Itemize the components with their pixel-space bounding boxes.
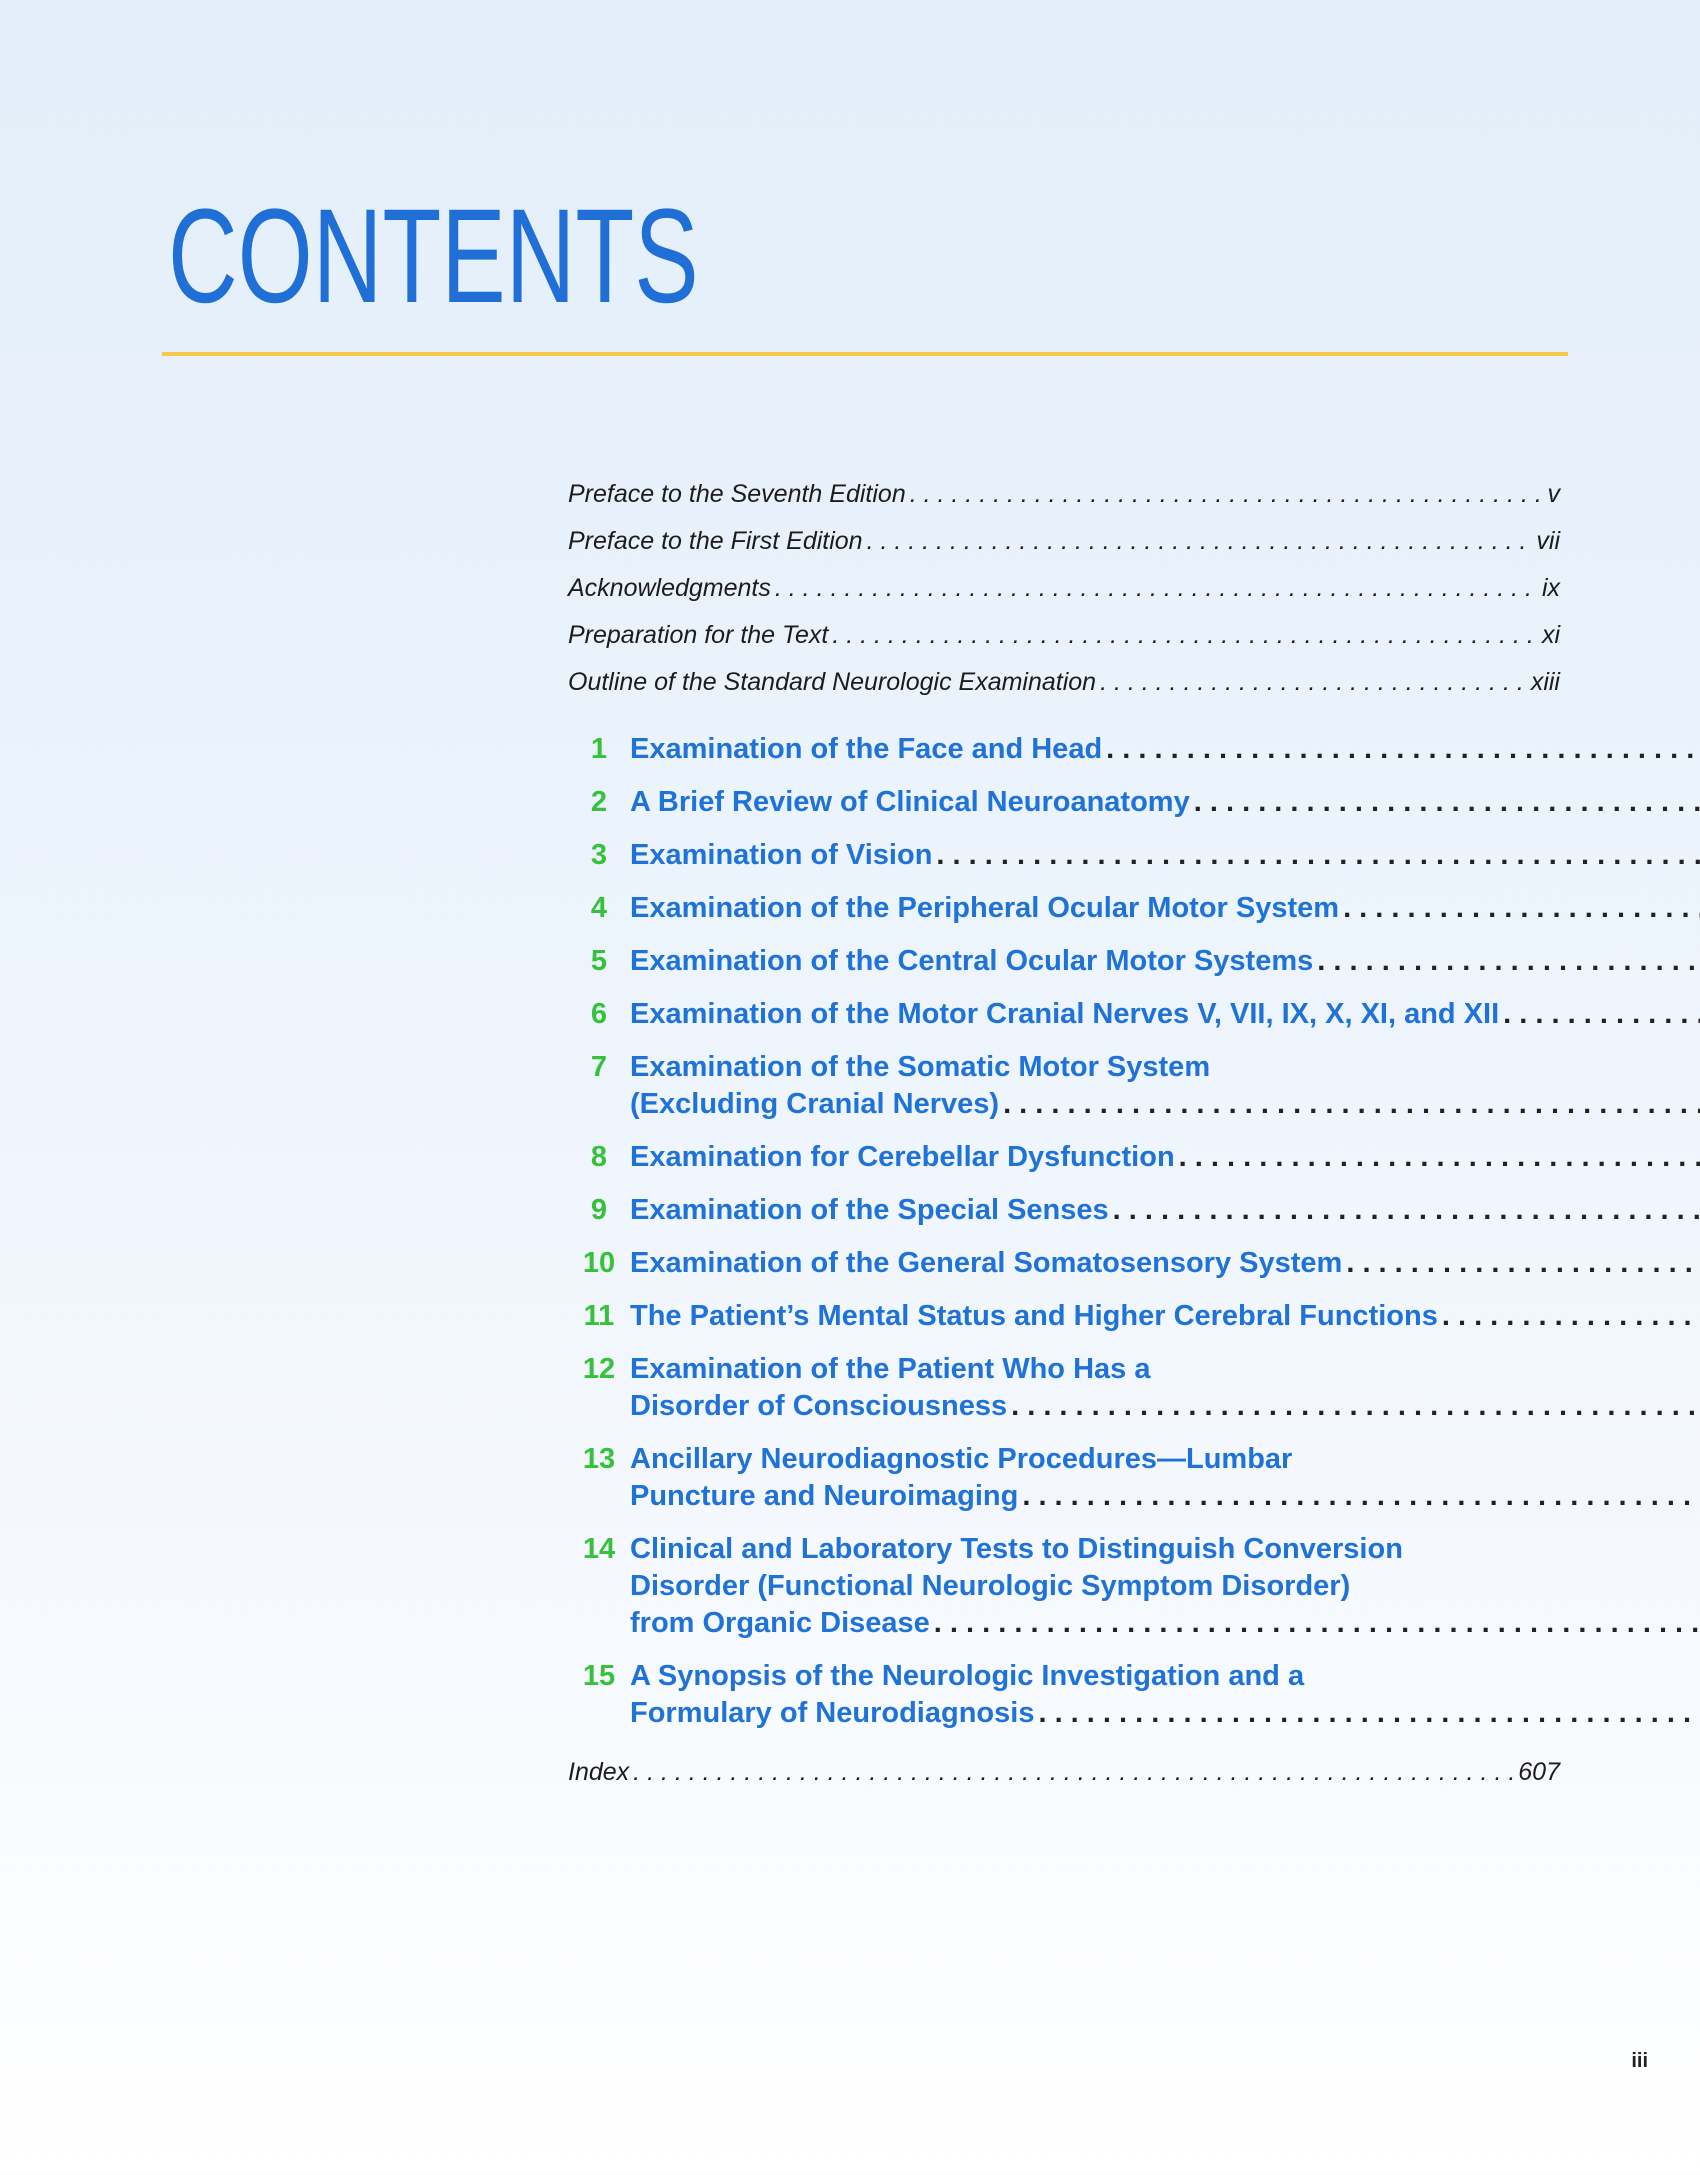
toc-entry[interactable] — [568, 621, 1560, 668]
chapter-number: 15 — [582, 1660, 616, 1692]
chapter-title — [630, 1139, 1700, 1176]
dot-leader — [633, 1758, 1514, 1787]
chapter-title-last-line — [630, 1139, 1700, 1176]
toc-page-number: xiii — [1530, 668, 1560, 696]
chapter-title-line: Examination for Cerebellar Dysfunction — [630, 1141, 1175, 1173]
chapter-entry[interactable] — [568, 1245, 1560, 1282]
chapter-entry[interactable] — [568, 1192, 1560, 1229]
chapter-title — [630, 1658, 1700, 1732]
dot-leader — [775, 574, 1538, 603]
chapter-title-line: A Brief Review of Clinical Neuroanatomy — [630, 786, 1190, 818]
dot-leader — [1038, 1695, 1700, 1732]
table-of-contents — [568, 480, 1560, 1787]
chapter-entry[interactable] — [568, 943, 1560, 980]
chapter-title-last-line — [630, 943, 1700, 980]
toc-entry[interactable] — [568, 668, 1560, 715]
toc-entry[interactable] — [568, 1758, 1560, 1787]
toc-page-number: vii — [1536, 527, 1560, 555]
chapter-title — [630, 784, 1700, 821]
chapter-list — [568, 731, 1560, 1732]
dot-leader — [1194, 784, 1700, 821]
chapter-title-last-line — [630, 890, 1700, 927]
chapter-number: 2 — [590, 786, 608, 818]
chapter-title-last-line — [630, 1086, 1700, 1123]
chapter-title-line: Puncture and Neuroimaging — [630, 1480, 1019, 1512]
chapter-title — [630, 1298, 1700, 1335]
chapter-title-last-line — [630, 1695, 1700, 1732]
front-matter-list — [568, 480, 1560, 715]
dot-leader — [934, 1605, 1700, 1642]
chapter-title-line: Disorder of Consciousness — [630, 1390, 1008, 1422]
dot-leader — [936, 837, 1700, 874]
chapter-title-line: Examination of the Central Ocular Motor Systems — [630, 945, 1314, 977]
dot-leader — [1022, 1478, 1700, 1515]
chapter-title — [630, 890, 1700, 927]
chapter-number: 13 — [582, 1443, 616, 1475]
chapter-title-line: from Organic Disease — [630, 1607, 930, 1639]
toc-entry-label: Acknowledgments — [568, 574, 771, 602]
chapter-title-line: Disorder (Functional Neurologic Symptom Disorder) — [630, 1570, 1351, 1602]
chapter-title-last-line — [630, 1478, 1700, 1515]
chapter-title-line: The Patient’s Mental Status and Higher Cerebral Functions — [630, 1300, 1438, 1332]
chapter-number: 1 — [590, 733, 608, 765]
chapter-title — [630, 1351, 1700, 1425]
dot-leader — [832, 621, 1538, 650]
chapter-title-line: Clinical and Laboratory Tests to Distinguish Conversion — [630, 1533, 1403, 1565]
toc-entry-label: Preface to the First Edition — [568, 527, 863, 555]
toc-page-number: ix — [1541, 574, 1560, 602]
dot-leader — [910, 480, 1544, 509]
dot-leader — [1011, 1388, 1700, 1425]
dot-leader — [1100, 668, 1527, 697]
page-title: CONTENTS — [168, 182, 699, 331]
toc-entry[interactable] — [568, 574, 1560, 621]
toc-page-number: 607 — [1518, 1758, 1560, 1786]
toc-page-number: xi — [1541, 621, 1560, 649]
chapter-entry[interactable] — [568, 996, 1560, 1033]
chapter-entry[interactable] — [568, 1298, 1560, 1335]
chapter-title-line: Examination of the Face and Head — [630, 733, 1103, 765]
chapter-entry[interactable] — [568, 890, 1560, 927]
chapter-title-line: (Excluding Cranial Nerves) — [630, 1088, 1000, 1120]
chapter-title-line: Examination of Vision — [630, 839, 933, 871]
chapter-number: 9 — [590, 1194, 608, 1226]
chapter-title-line: Formulary of Neurodiagnosis — [630, 1697, 1035, 1729]
chapter-number: 6 — [590, 998, 608, 1030]
chapter-entry[interactable] — [568, 1049, 1560, 1123]
chapter-number: 10 — [582, 1247, 616, 1279]
dot-leader — [1503, 996, 1700, 1033]
chapter-number: 3 — [590, 839, 608, 871]
chapter-title — [630, 1192, 1700, 1229]
toc-entry-label: Outline of the Standard Neurologic Examination — [568, 668, 1097, 696]
chapter-title-last-line — [630, 1298, 1700, 1335]
chapter-title-last-line — [630, 731, 1700, 768]
dot-leader — [1317, 943, 1700, 980]
chapter-number: 14 — [582, 1533, 616, 1565]
chapter-entry[interactable] — [568, 784, 1560, 821]
chapter-number: 8 — [590, 1141, 608, 1173]
chapter-title-last-line — [630, 784, 1700, 821]
chapter-title — [630, 1531, 1700, 1642]
chapter-title-last-line — [630, 1605, 1700, 1642]
chapter-title-line: Examination of the General Somatosensory System — [630, 1247, 1343, 1279]
chapter-title-line: Examination of the Patient Who Has a — [630, 1353, 1151, 1385]
chapter-title — [630, 837, 1700, 874]
chapter-title — [630, 1245, 1700, 1282]
chapter-entry[interactable] — [568, 1531, 1560, 1642]
toc-entry[interactable] — [568, 480, 1560, 527]
chapter-entry[interactable] — [568, 1139, 1560, 1176]
chapter-title-last-line — [630, 1192, 1700, 1229]
chapter-title-last-line — [630, 1245, 1700, 1282]
chapter-number: 12 — [582, 1353, 616, 1385]
toc-entry-label: Preface to the Seventh Edition — [568, 480, 906, 508]
chapter-number: 4 — [590, 892, 608, 924]
chapter-number: 7 — [590, 1051, 608, 1083]
chapter-entry[interactable] — [568, 1441, 1560, 1515]
chapter-title-line: Examination of the Peripheral Ocular Motor System — [630, 892, 1340, 924]
back-matter-list — [568, 1758, 1560, 1787]
dot-leader — [1113, 1192, 1700, 1229]
toc-entry-label: Preparation for the Text — [568, 621, 829, 649]
chapter-title-last-line — [630, 1388, 1700, 1425]
chapter-title — [630, 731, 1700, 768]
dot-leader — [1106, 731, 1700, 768]
chapter-title-line: A Synopsis of the Neurologic Investigation and a — [630, 1660, 1305, 1692]
dot-leader — [1346, 1245, 1700, 1282]
chapter-entry[interactable] — [568, 731, 1560, 768]
chapter-title — [630, 943, 1700, 980]
dot-leader — [1003, 1086, 1700, 1123]
chapter-title-last-line — [630, 837, 1700, 874]
chapter-entry[interactable] — [568, 1658, 1560, 1732]
chapter-title-line: Ancillary Neurodiagnostic Procedures—Lumbar — [630, 1443, 1293, 1475]
chapter-entry[interactable] — [568, 1351, 1560, 1425]
chapter-number: 11 — [583, 1300, 615, 1332]
chapter-entry[interactable] — [568, 837, 1560, 874]
chapter-title-line: Examination of the Somatic Motor System — [630, 1051, 1211, 1083]
dot-leader — [867, 527, 1533, 556]
page-number: iii — [1631, 2050, 1648, 2072]
title-divider — [162, 352, 1568, 356]
toc-page-number: v — [1547, 480, 1560, 508]
dot-leader — [1343, 890, 1700, 927]
chapter-title — [630, 1441, 1700, 1515]
toc-entry[interactable] — [568, 527, 1560, 574]
dot-leader — [1442, 1298, 1700, 1335]
chapter-title — [630, 1049, 1700, 1123]
toc-entry-label: Index — [568, 1758, 630, 1786]
chapter-title — [630, 996, 1700, 1033]
chapter-title-last-line — [630, 996, 1700, 1033]
chapter-title-line: Examination of the Special Senses — [630, 1194, 1109, 1226]
dot-leader — [1179, 1139, 1700, 1176]
chapter-number: 5 — [590, 945, 608, 977]
chapter-title-line: Examination of the Motor Cranial Nerves V, VII, IX, X, XI, and XII — [630, 998, 1500, 1030]
